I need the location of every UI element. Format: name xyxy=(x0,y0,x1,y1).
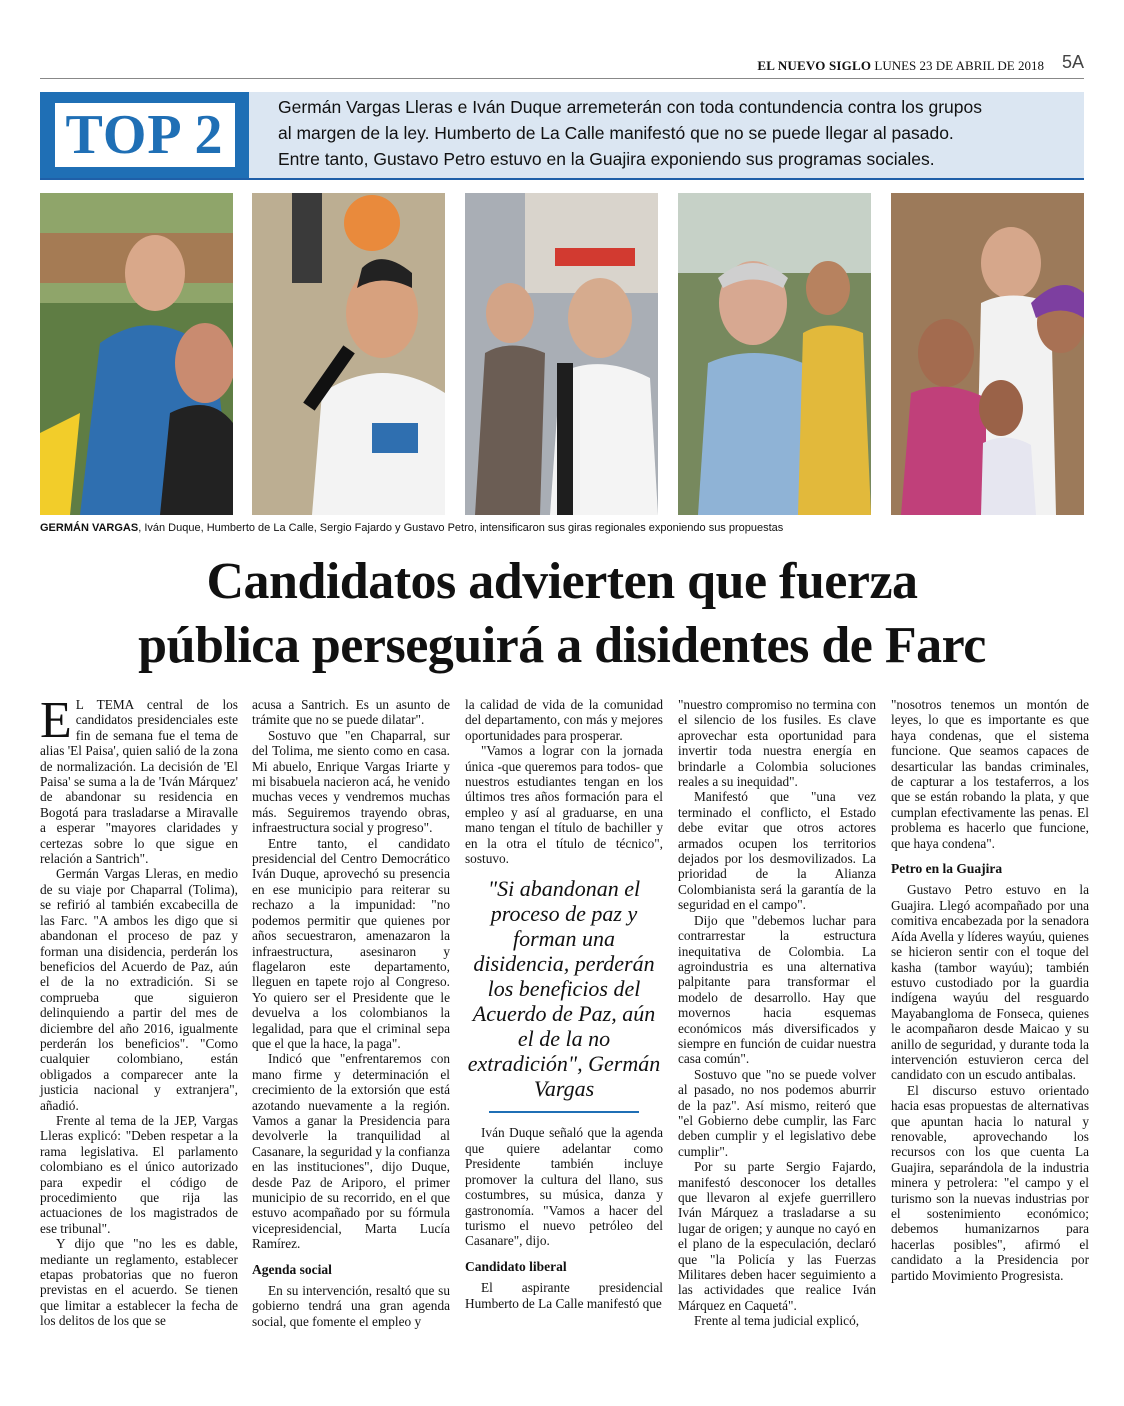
article-paragraph: "Vamos a lograr con la jornada única -que queremos para todos- que nuestros estudiantes tengan en los últimos tres años formación para el empleo y así al graduarse, en una mano tengan el título de bachiller y en la otra el título de técnico", sostuvo. xyxy=(465,743,663,867)
article-paragraph: Entre tanto, el candidato presidencial del Centro Democrático Iván Duque, aprovechó su presencia en ese municipio para reiterar su rechazo a la impunidad: "no podemos permitir que quienes por años secuestraron, amenazaron la infraestructura, asesinaron y flagelaron este departamento, lleguen en tapete rojo al Congreso. Yo quiero ser el Presidente que le devuelva a los colombianos la legalidad, para que el criminal sepa que el que la hace, la paga". xyxy=(252,835,450,1051)
article-column-1 xyxy=(40,692,238,1329)
top2-summary-box xyxy=(40,92,1084,180)
photo-german-vargas xyxy=(40,193,233,515)
article-paragraph xyxy=(40,692,238,867)
article-paragraph: Manifestó que "una vez terminado el conflicto, el Estado debe evitar que otros actores armados ocupen los territorios dejados por los desmovilizados. La prioridad de la Alianza Colombianista será la garantía de la seguridad en el campo". xyxy=(678,789,876,913)
issue-date: LUNES 23 DE ABRIL DE 2018 xyxy=(874,58,1044,73)
page-number: 5A xyxy=(1061,52,1084,72)
drop-cap: E xyxy=(40,692,72,749)
top2-badge-inner xyxy=(55,103,235,167)
paragraph-text: L TEMA central de los candidatos presidenciales este fin de semana fue el tema de alias 'El Paisa', quien salió de la zona de normalización. La decisión de 'El Paisa' se suma a la de 'Iván Márquez' de abandonar su residencia en Bogotá para trasladarse a Miravalle a esperar "mayores claridades y certezas sobre lo que sigue en relación a Santrich". xyxy=(40,697,238,867)
caption-lead: GERMÁN VARGAS xyxy=(40,522,139,534)
photo-sergio-fajardo xyxy=(678,193,871,515)
article-paragraph: El discurso estuvo orientado hacia esas propuestas de alternativas que apuntan hacia lo natural y renovable, aprovechando los recursos con los que cuenta La Guajira, separándola de la industria minera y petrolera: "el campo y el turismo son la nuevas industrias por el sostenimiento económico; debemos humanizarnos para hacerlas posibles", afirmó el candidato a la Presidencia por partido Movimiento Progresista. xyxy=(891,1082,1089,1283)
photo-ivan-duque xyxy=(252,193,445,515)
article-paragraph: "nosotros tenemos un montón de leyes, lo que es importante es que haya condenas, que el sistema funcione. Que seamos capaces de desarticular las bandas criminales, de capturar a los testaferros, a los que se están robando la plata, y que cumplan efectivamente las penas. El problema es hacerlo que funcione, que haya condena". xyxy=(891,697,1089,851)
article-paragraph: la calidad de vida de la comunidad del departamento, con más y mejores oportunidades para prosperar. xyxy=(465,697,663,743)
page-header xyxy=(40,48,1084,79)
article-paragraph: "nuestro compromiso no termina con el silencio de los fusiles. Es clave aprovechar esta oportunidad para invertir toda nuestra energía en brindarle a Colombia soluciones reales a su inequidad". xyxy=(678,697,876,790)
photo-caption xyxy=(40,522,1084,534)
article-paragraph: Dijo que "debemos luchar para contrarrestar la estructura inequitativa de Colombia. La agroindustria es una alternativa palpitante para transformar el modelo de desarrollo. Hay que movernos hacia esquemas económicos más diversificados y siempre en función de cuidar nuestra casa común". xyxy=(678,912,876,1067)
article-headline xyxy=(40,550,1084,678)
photo-humberto-de-la-calle xyxy=(465,193,658,515)
article-column-5 xyxy=(891,697,1089,1283)
article-paragraph: Germán Vargas Lleras, en medio de su viaje por Chaparral (Tolima), se refirió al también excabecilla de las Farc. "A ambos les digo que si abandonan el proceso de paz y forman una disidencia, perderán los beneficios del Acuerdo de Paz, aún el de la no extradición. Si se comprueba que siguieron delinquiendo a partir del mes de diciembre del año 2016, igualmente perderán los beneficios". "Como cualquier colombiano, están obligados a comparecer ante la justicia nacional y extranjera", añadió. xyxy=(40,866,238,1113)
top2-badge xyxy=(40,92,249,178)
pull-quote-rule xyxy=(489,1111,639,1113)
top2-summary-text xyxy=(278,94,1068,172)
pull-quote: "Si abandonan el proceso de paz y forman una disidencia, perderán los beneficios del Acuerdo de Paz, aún el de la no extradición", Germán Vargas xyxy=(467,876,661,1102)
article-column-4 xyxy=(678,697,876,1329)
top2-line: Germán Vargas Lleras e Iván Duque arremeterán con toda contundencia contra los grupos xyxy=(278,97,982,117)
article-paragraph: Por su parte Sergio Fajardo, manifestó desconocer los detalles que llevaron al exjefe guerrillero Iván Márquez a trasladarse a su lugar de origen; y aunque no cayó en el plano de la especulación, declaró que "la Policía y las Fuerzas Militares deben hacer seguimiento a las actividades que realice Iván Márquez en Caquetá". xyxy=(678,1159,876,1313)
section-subhead: Candidato liberal xyxy=(465,1258,567,1274)
photo-gustavo-petro xyxy=(891,193,1084,515)
article-paragraph: Gustavo Petro estuvo en la Guajira. Llegó acompañado por una comitiva encabezada por la senadora Aída Avella y líderes wayúu, quienes se hicieron sentir con el toque del kasha (tambor wayúu); también estuvo custodiado por la guardia indígena wayúu del resguardo Mayabangloma de Fonseca, quienes le acompañaron desde Maicao y su anillo de seguridad, y durante toda la intervención estuvieron cerca del candidato con un escudo antibalas. xyxy=(891,882,1089,1083)
article-column-2 xyxy=(252,697,450,1329)
article-paragraph: Frente al tema judicial explicó, xyxy=(694,1313,860,1329)
article-paragraph: Sostuvo que "en Chaparral, sur del Tolima, me siento como en casa. Mi abuelo, Enrique Vargas Iriarte y mi bisabuela nacieron acá, he venido muchas veces y vendremos muchas más. Seguiremos trayendo obras, infraestructura social y progreso". xyxy=(252,727,450,836)
masthead xyxy=(757,58,1044,74)
top2-line: al margen de la ley. Humberto de La Calle manifestó que no se puede llegar al pasado. xyxy=(278,123,954,143)
article-paragraph: Frente al tema de la JEP, Vargas Lleras explicó: "Deben respetar a la rama legislativa. El parlamento colombiano es el único autorizado para expedir el código de procedimiento que rija las actuaciones de los magistrados de ese tribunal". xyxy=(40,1112,238,1236)
article-paragraph: Y dijo que "no les es dable, mediante un reglamento, establecer etapas probatorias que no fueron previstas en el acuerdo. Se tienen que limitar a establecer la fecha de los delitos de los que se xyxy=(40,1236,238,1329)
article-paragraph: El aspirante presidencial Humberto de La Calle manifestó que xyxy=(465,1280,663,1311)
article-paragraph: Sostuvo que "no se puede volver al pasado, no nos podemos aburrir de la paz". Así mismo, reiteró que "el Gobierno debe cumplir, las Farc deben cumplir y el legislativo debe cumplir". xyxy=(678,1066,876,1159)
section-subhead: Agenda social xyxy=(252,1261,332,1277)
article-paragraph: Iván Duque señaló que la agenda que quiere adelantar como Presidente también incluye promover la cultura del llano, sus costumbres, su música, danza y gastronomía. "Vamos a hacer del turismo el nuevo petróleo del Casanare", dijo. xyxy=(465,1125,663,1249)
article-paragraph: acusa a Santrich. Es un asunto de trámite que no se puede dilatar". xyxy=(252,697,450,728)
section-subhead: Petro en la Guajira xyxy=(891,861,1003,877)
caption-text: , Iván Duque, Humberto de La Calle, Sergio Fajardo y Gustavo Petro, intensificaron sus giras regionales exponiendo sus propuestas xyxy=(138,522,784,534)
headline-line-2: pública perseguirá a disidentes de Farc xyxy=(138,617,986,674)
newspaper-name: EL NUEVO SIGLO xyxy=(757,58,872,73)
article-paragraph: En su intervención, resaltó que su gobierno tendrá una gran agenda social, que fomente el empleo y xyxy=(252,1283,450,1329)
photo-strip xyxy=(40,193,1084,517)
headline-line-1: Candidatos advierten que fuerza xyxy=(206,553,918,610)
top2-line: Entre tanto, Gustavo Petro estuvo en la Guajira exponiendo sus programas sociales. xyxy=(278,149,935,169)
article-column-3 xyxy=(465,697,663,1311)
top2-label: TOP 2 xyxy=(65,104,224,166)
article-paragraph: Indicó que "enfrentaremos con mano firme y determinación el crecimiento de la extorsión que está azotando nuevamente a la región. Vamos a ganar la Presidencia para devolverle la tranquilidad al Casanare, la seguridad y la confianza en las instituciones", dijo Duque, desde Paz de Ariporo, el primer municipio de su recorrido, en el que estuvo acompañado por su fórmula vicepresidencial, Marta Lucía Ramírez. xyxy=(252,1051,450,1252)
